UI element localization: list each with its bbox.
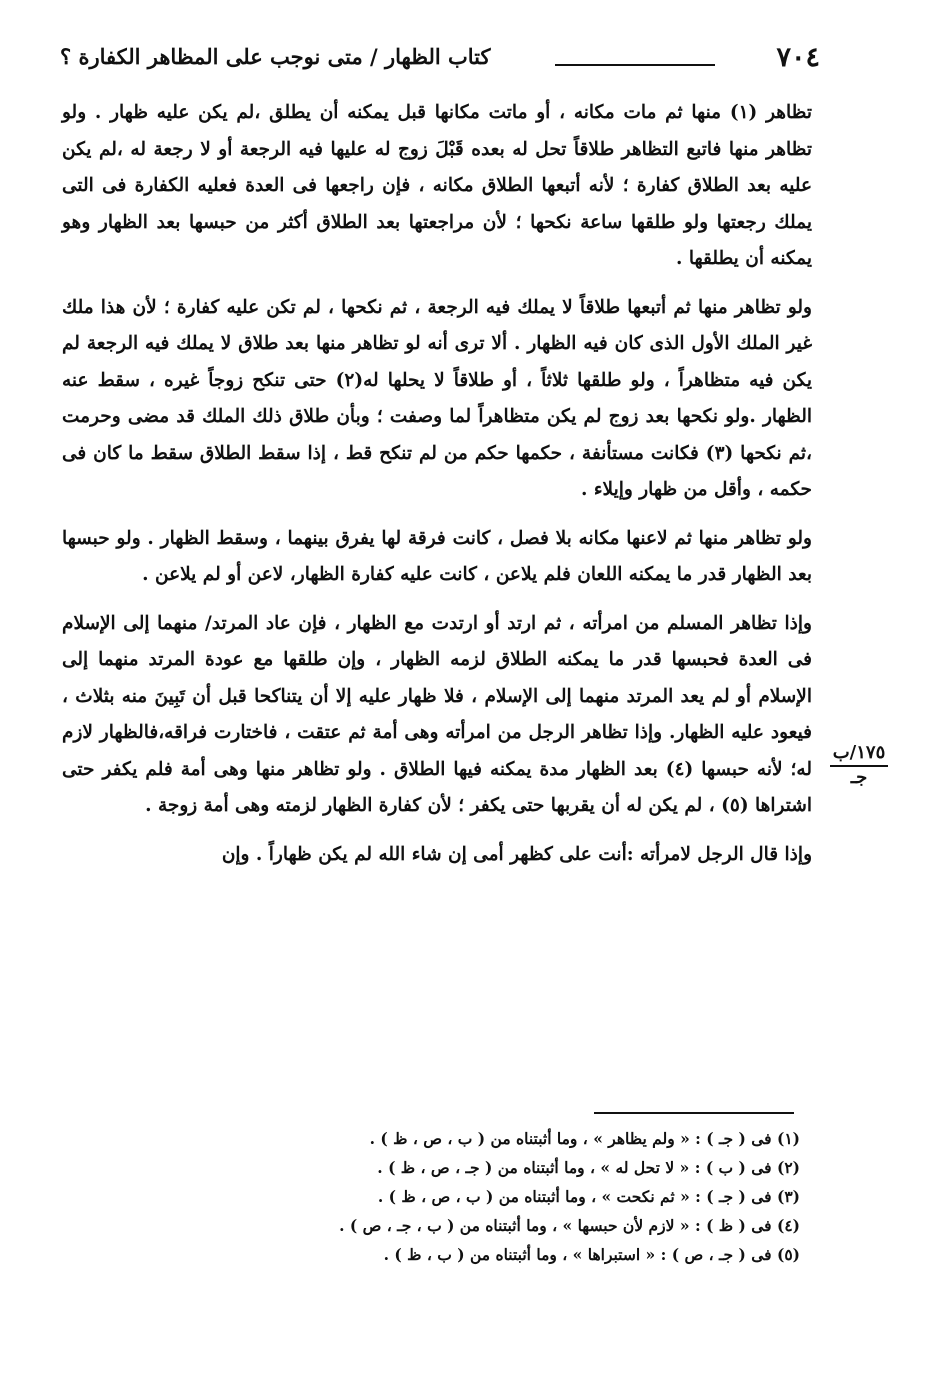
footnote: (٣) فى ( جـ ) : « ثم نكحت » ، وما أثبتناه من ( ب ، ص ، ظ ) . [377, 1187, 800, 1206]
footnote: (٢) فى ( ب ) : « لا تحل له » ، وما أثبتناه من ( جـ ، ص ، ظ ) . [377, 1158, 800, 1177]
footnote: (١) فى ( جـ ) : « ولم يظاهر » ، وما أثبتناه من ( ب ، ص ، ظ ) . [369, 1129, 800, 1148]
footnote: (٤) فى ( ظ ) : « لازم لأن حبسها » ، وما أثبتناه من ( ب ، جـ ، ص ) . [339, 1216, 800, 1235]
paragraph: ولو تظاهر منها ثم لاعنها مكانه بلا فصل ، كانت فرقة لها يفرق بينهما ، وسقط الظهار . ولو حبسها بعد الظهار قدر ما يمكنه اللعان فلم يلاعن ، كانت عليه كفارة الظهار، لاعن أو لم يلاعن . [62, 527, 812, 585]
footnote-rule [594, 1112, 794, 1114]
running-title: كتاب الظهار / متى نوجب على المظاهر الكفارة ؟ [60, 44, 491, 69]
page-header [60, 40, 820, 84]
page-number: ٧٠٤ [776, 42, 820, 73]
paragraph: وإذا تظاهر المسلم من امرأته ، ثم ارتد أو ارتدت مع الظهار ، فإن عاد المرتد/ منهما إلى الإسلام فى العدة فحبسها قدر ما يمكنه الطلاق لزمه الظهار ، وإن طلقها مع عودة المرتد منهما إلى الإسلام أو لم يعد المرتد منهما إلى الإسلام ، فلا ظهار عليه إلا أن يتناكحا قبل أن تَبِينَ منه بثلاث ، فيعود عليه الظهار. وإذا تظاهر الرجل من امرأته وهى أمة ثم عتقت ، فاختارت فراقه،فالظهار لازم له؛ لأنه حبسها (٤) بعد الظهار مدة يمكنه فيها الطلاق . ولو تظاهر منها وهى أمة فلم يكفر حتى اشتراها (٥) ، لم يكن له أن يقربها حتى يكفر ؛ لأن كفارة الظهار لزمته وهى أمة زوجة . [62, 612, 812, 816]
margin-manuscript-siglum: جـ [850, 767, 868, 788]
footnotes [300, 1124, 800, 1269]
header-rule [555, 64, 715, 66]
footnote: (٥) فى ( جـ ، ص ) : « استبراها » ، وما أثبتناه من ( ب ، ظ ) . [383, 1245, 800, 1264]
paragraph: وإذا قال الرجل لامرأته :أنت على كظهر أمى إن شاء الله لم يكن ظهاراً . وإن [221, 843, 812, 865]
main-text [62, 95, 812, 873]
paragraph: تظاهر (١) منها ثم مات مكانه ، أو ماتت مكانها قبل يمكنه أن يطلق ،لم يكن عليه ظهار . ولو تظاهر منها فاتبع التظاهر طلاقاً تحل له بعده قَبْلَ زوج له عليها فيه الرجعة أو لا رجعة له ،لم يكن عليه بعد الطلاق كفارة ؛ لأنه أتبعها الطلاق مكانه ، فإن راجعها فى العدة فعليه الكفارة فى التى يملك رجعتها ولو طلقها ساعة نكحها ؛ لأن مراجعتها بعد الطلاق أكثر من حبسها بعد الظهار وهو يمكنه أن يطلقها . [62, 102, 812, 269]
paragraph: ولو تظاهر منها ثم أتبعها طلاقاً لا يملك فيه الرجعة ، ثم نكحها ، لم تكن عليه كفارة ؛ لأن هذا ملك غير الملك الأول الذى كان فيه الظهار . ألا ترى أنه لو تظاهر منها بعد طلاق لا يملك فيه الرجعة لم يكن فيه متظاهراً ، ولو طلقها ثلاثاً ، أو طلاقاً لا يحلها له(٢) حتى تنكح زوجاً غيره ، سقط عنه الظهار .ولو نكحها بعد زوج لم يكن متظاهراً لما وصفت ؛ وبأن طلاق ذلك الملك قد مضى وحرمت ،ثم نكحها (٣) فكانت مستأنفة ، حكمها حكم من لم تنكح قط ، إذا سقط الطلاق سقط ما كان فى حكمه ، وأقل من ظهار وإيلاء . [62, 296, 813, 500]
margin-note [826, 742, 892, 788]
margin-folio-number: ١٧٥/ب [832, 742, 886, 763]
